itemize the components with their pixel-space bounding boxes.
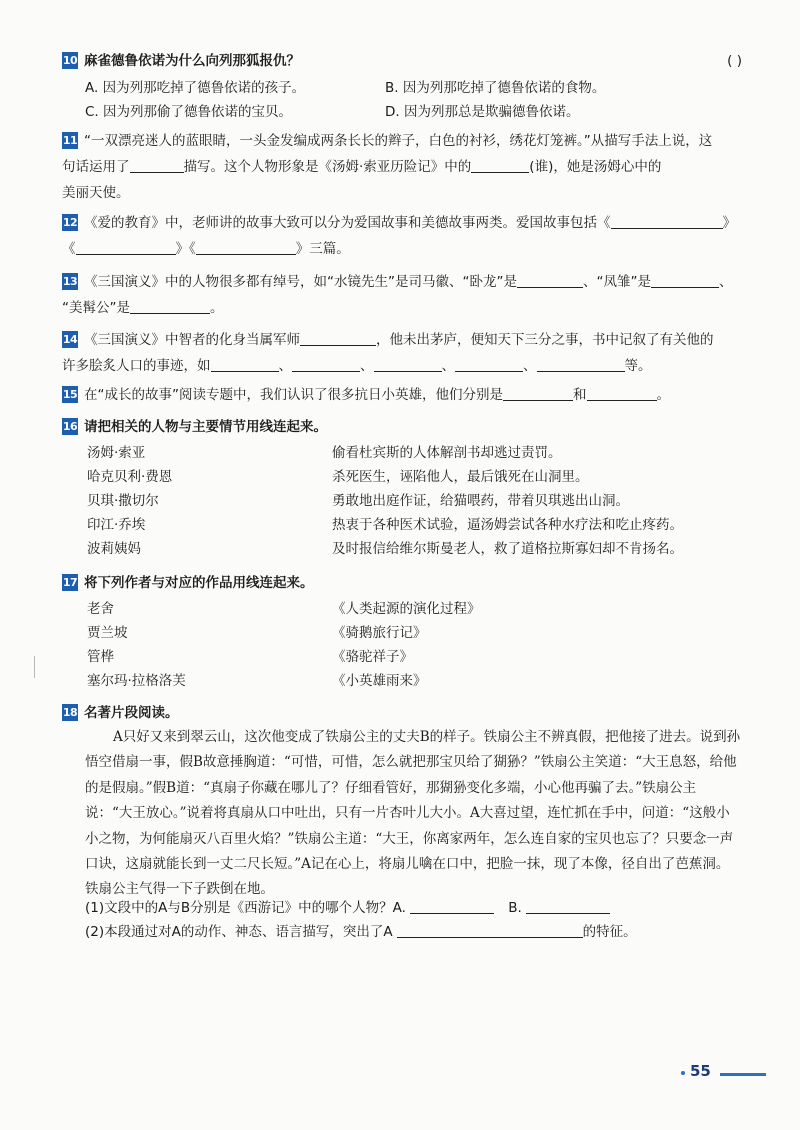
question-text: 》三篇。 <box>295 241 350 257</box>
question-stem: 名著片段阅读。 <box>84 705 179 721</box>
question-stem: 麻雀德鲁依诺为什么向列那狐报仇？ <box>84 53 300 69</box>
sub-question-2 <box>85 920 637 944</box>
question-text: 在“成长的故事”阅读专题中，我们认识了很多抗日小英雄，他们分别是 <box>84 387 503 403</box>
question-text: 《爱的教育》中，老师讲的故事大致可以分为爱国故事和美德故事两类。爱国故事包括《 <box>84 215 611 231</box>
answer-blank[interactable] <box>196 240 296 255</box>
question-11 <box>62 128 748 206</box>
question-number: 15 <box>62 388 78 401</box>
question-text: B. <box>508 900 522 916</box>
answer-blank[interactable] <box>374 357 442 372</box>
answer-blank[interactable] <box>211 357 279 372</box>
option-d[interactable]: D. 因为列那总是欺骗德鲁依诺。 <box>385 104 580 120</box>
sub-question-1 <box>85 896 610 920</box>
answer-blank[interactable] <box>455 357 523 372</box>
answer-blank[interactable] <box>130 158 184 173</box>
question-text: 和 <box>573 387 587 403</box>
question-16 <box>62 414 748 560</box>
question-text: (2)本段通过对A的动作、神态、语言描写，突出了A <box>85 924 393 940</box>
work-item[interactable]: 《人类起源的演化过程》 <box>332 601 481 617</box>
question-17 <box>62 570 748 692</box>
page-rule <box>720 1073 766 1076</box>
answer-paren[interactable]: ( ) <box>727 53 742 69</box>
separator: 、 <box>360 358 374 374</box>
answer-blank[interactable] <box>537 357 625 372</box>
question-text: “美髯公”是 <box>62 300 130 316</box>
character-item[interactable]: 印江·乔埃 <box>87 517 146 533</box>
character-item[interactable]: 哈克贝利·费恩 <box>87 469 173 485</box>
author-item[interactable]: 塞尔玛·拉格洛芙 <box>87 673 186 689</box>
question-stem: 请把相关的人物与主要情节用线连起来。 <box>84 419 327 435</box>
plot-item[interactable]: 勇敢地出庭作证，给猫喂药，带着贝琪逃出山洞。 <box>332 493 629 509</box>
question-number: 13 <box>62 275 78 288</box>
question-text: 》 <box>722 215 736 231</box>
answer-blank[interactable] <box>503 386 573 401</box>
question-text: 《 <box>62 241 76 257</box>
separator: 、 <box>278 358 292 374</box>
question-text: 。 <box>656 387 670 403</box>
question-14 <box>62 327 748 379</box>
work-item[interactable]: 《骆驼祥子》 <box>332 649 413 665</box>
answer-blank[interactable] <box>517 273 583 288</box>
question-text: 、 <box>718 274 733 290</box>
question-text: 美丽天使。 <box>62 185 130 201</box>
question-text: 描写。这个人物形象是《汤姆·索亚历险记》中的 <box>183 159 472 175</box>
question-number: 18 <box>62 706 78 719</box>
page-dot <box>681 1071 685 1075</box>
question-text: 等。 <box>624 358 652 374</box>
work-item[interactable]: 《小英雄雨来》 <box>332 673 427 689</box>
option-b[interactable]: B. 因为列那吃掉了德鲁依诺的食物。 <box>385 80 606 96</box>
question-12 <box>62 210 748 262</box>
question-text: “一双漂亮迷人的蓝眼睛，一头金发编成两条长长的辫子，白色的衬衫，绣花灯笼裤。”从描写手法上说，这 <box>84 133 713 149</box>
character-item[interactable]: 波莉姨妈 <box>87 541 141 557</box>
margin-mark <box>34 656 35 678</box>
character-item[interactable]: 汤姆·索亚 <box>87 445 146 461</box>
answer-blank[interactable] <box>651 273 719 288</box>
question-number: 11 <box>62 134 78 147</box>
question-15 <box>62 382 748 408</box>
answer-blank[interactable] <box>130 299 210 314</box>
answer-blank[interactable] <box>611 214 723 229</box>
plot-item[interactable]: 杀死医生，诬陷他人，最后饿死在山洞里。 <box>332 469 589 485</box>
answer-blank[interactable] <box>410 899 494 914</box>
answer-blank[interactable] <box>526 899 610 914</box>
answer-blank[interactable] <box>397 923 583 938</box>
plot-item[interactable]: 偷看杜宾斯的人体解剖书却逃过责罚。 <box>332 445 562 461</box>
question-text: (1)文段中的A与B分别是《西游记》中的哪个人物？A. <box>85 900 406 916</box>
question-18 <box>62 700 748 726</box>
work-item[interactable]: 《骑鹅旅行记》 <box>332 625 427 641</box>
question-text: 、“凤雏”是 <box>582 274 651 290</box>
character-item[interactable]: 贝琪·撒切尔 <box>87 493 159 509</box>
question-text: 句话运用了 <box>62 159 130 175</box>
question-text: 的特征。 <box>582 924 637 940</box>
page-number: 55 <box>690 1062 711 1080</box>
question-13 <box>62 269 748 321</box>
author-item[interactable]: 贾兰坡 <box>87 625 128 641</box>
question-text: 《三国演义》中智者的化身当属军师 <box>84 332 300 348</box>
question-text: 。 <box>210 300 224 316</box>
question-number: 14 <box>62 333 78 346</box>
question-text: ，他未出茅庐，便知天下三分之事，书中记叙了有关他的 <box>376 332 714 348</box>
answer-blank[interactable] <box>292 357 360 372</box>
question-stem: 将下列作者与对应的作品用线连起来。 <box>84 575 314 591</box>
option-c[interactable]: C. 因为列那偷了德鲁依诺的宝贝。 <box>85 104 293 120</box>
question-number: 16 <box>62 420 78 433</box>
separator: 、 <box>441 358 455 374</box>
reading-passage: A只好又来到翠云山，这次他变成了铁扇公主的丈夫B的样子。铁扇公主不辨真假，把他接了进去。说到孙悟空借扇一事，假B故意捶胸道：“可惜，可惜，怎么就把那宝贝给了猢狲？”铁扇公主笑道：“大王息怒，给他的是假扇。”假B道：“真扇子你藏在哪儿了？仔细看管好，那猢狲变化多端，小心他再骗了去。”铁扇公主说：“大王放心。”说着将真扇从口中吐出，只有一片杏叶儿大小。A大喜过望，连忙抓在手中，问道：“这般小小之物，为何能扇灭八百里火焰？”铁扇公主道：“大王，你离家两年，怎么连自家的宝贝也忘了？只要念一声口诀，这扇就能长到一丈二尺长短。”A记在心上，将扇儿噙在口中，把脸一抹，现了本像，径自出了芭蕉洞。铁扇公主气得一下子跌倒在地。 <box>85 729 741 898</box>
option-a[interactable]: A. 因为列那吃掉了德鲁依诺的孩子。 <box>85 80 306 96</box>
plot-item[interactable]: 热衷于各种医术试验，逼汤姆尝试各种水疗法和吃止疼药。 <box>332 517 683 533</box>
question-number: 12 <box>62 216 78 229</box>
author-item[interactable]: 老舍 <box>87 601 114 617</box>
author-item[interactable]: 管桦 <box>87 649 114 665</box>
plot-item[interactable]: 及时报信给维尔斯曼老人，救了道格拉斯寡妇却不肯扬名。 <box>332 541 683 557</box>
separator: 、 <box>523 358 537 374</box>
answer-blank[interactable] <box>471 158 529 173</box>
question-text: 《三国演义》中的人物很多都有绰号，如“水镜先生”是司马徽、“卧龙”是 <box>84 274 517 290</box>
question-text: 许多脍炙人口的事迹，如 <box>62 358 211 374</box>
question-number: 10 <box>62 54 78 67</box>
question-10 <box>62 48 748 74</box>
answer-blank[interactable] <box>76 240 176 255</box>
question-text: 》《 <box>175 241 196 257</box>
answer-blank[interactable] <box>587 386 657 401</box>
question-text: (谁)，她是汤姆心中的 <box>529 159 662 175</box>
answer-blank[interactable] <box>300 331 376 346</box>
question-number: 17 <box>62 576 78 589</box>
